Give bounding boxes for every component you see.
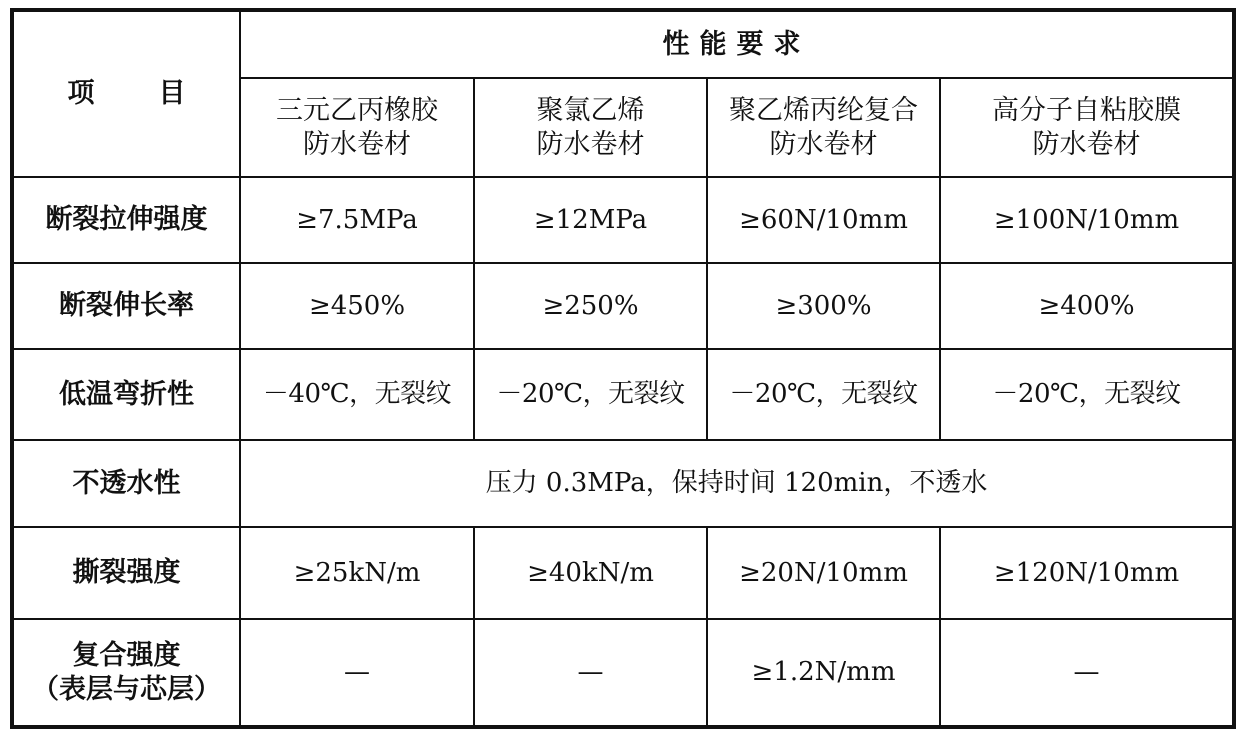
column-header-line: 防水卷材 (1032, 128, 1141, 160)
performance-requirements-table (10, 8, 1236, 729)
column-header-line: 三元乙丙橡胶 (276, 94, 438, 126)
row-label: 断裂伸长率 (12, 263, 240, 349)
column-header-line: 高分子自粘胶膜 (992, 94, 1181, 126)
table-cell: ≥25kN/m (240, 527, 474, 619)
row-label: 撕裂强度 (12, 527, 240, 619)
table-cell: －20℃，无裂纹 (474, 349, 707, 440)
table-cell: －20℃，无裂纹 (940, 349, 1234, 440)
table-cell: ≥40kN/m (474, 527, 707, 619)
row-label: 不透水性 (12, 440, 240, 527)
column-header-pe-polypropylene (707, 78, 940, 177)
table-cell: －20℃，无裂纹 (707, 349, 940, 440)
table-cell: ≥12MPa (474, 177, 707, 263)
table-cell: — (474, 619, 707, 727)
table-cell: ≥120N/10mm (940, 527, 1234, 619)
table-cell: — (940, 619, 1234, 727)
table-header-row-1 (12, 10, 1234, 78)
column-header-line: 防水卷材 (303, 128, 411, 160)
table-cell: ≥400% (940, 263, 1234, 349)
merged-table-cell: 压力 0.3MPa，保持时间 120min，不透水 (240, 440, 1234, 527)
column-header-line: 聚氯乙烯 (536, 94, 645, 126)
row-label: 低温弯折性 (12, 349, 240, 440)
table-row (12, 177, 1234, 263)
table-cell: ≥20N/10mm (707, 527, 940, 619)
column-header-self-adhesive (940, 78, 1234, 177)
item-header-right: 目 (158, 78, 186, 110)
table-row (12, 619, 1234, 727)
table-cell: ≥250% (474, 263, 707, 349)
row-label: 断裂拉伸强度 (12, 177, 240, 263)
table-row (12, 349, 1234, 440)
item-header-left: 项 (67, 78, 95, 110)
table-cell: ≥1.2N/mm (707, 619, 940, 727)
table-cell: ≥100N/10mm (940, 177, 1234, 263)
column-header-line: 防水卷材 (769, 128, 878, 160)
column-header-line: 聚乙烯丙纶复合 (729, 94, 918, 126)
performance-requirements-header: 性能要求 (240, 10, 1234, 78)
row-label-line: 复合强度 (72, 639, 181, 671)
table-cell: ≥450% (240, 263, 474, 349)
table-cell: ≥300% (707, 263, 940, 349)
table-row (12, 263, 1234, 349)
item-header-cell (12, 10, 240, 177)
column-header-pvc (474, 78, 707, 177)
column-header-epdm (240, 78, 474, 177)
table-row (12, 440, 1234, 527)
column-header-line: 防水卷材 (536, 128, 645, 160)
table-cell: －40℃，无裂纹 (240, 349, 474, 440)
table-cell: — (240, 619, 474, 727)
row-label (12, 619, 240, 727)
table-cell: ≥60N/10mm (707, 177, 940, 263)
spec-table-container (10, 8, 1236, 729)
table-cell: ≥7.5MPa (240, 177, 474, 263)
table-row (12, 527, 1234, 619)
row-label-line: （表层与芯层） (32, 673, 221, 705)
